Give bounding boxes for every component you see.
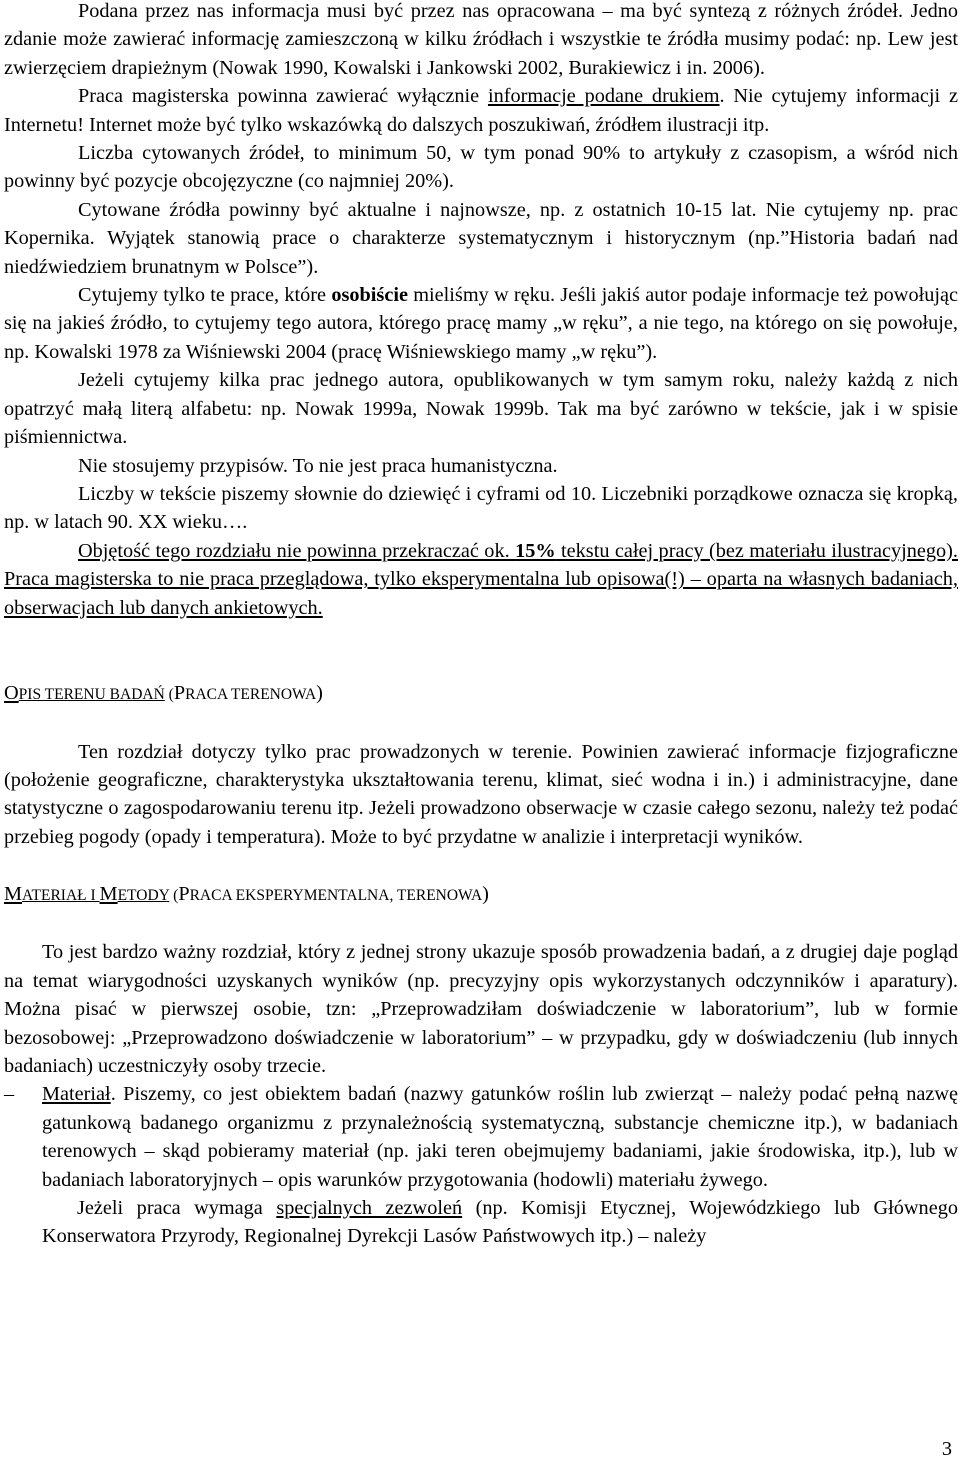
text-segment: (np. Komisji Etycznej, Wojewódzkiego lub Głównego Konserwatora Przyrody, Regionalnej Dyrekcji Lasów Państwowych itp.) – należy — [42, 1197, 958, 1248]
paragraph — [4, 196, 958, 281]
paragraph — [4, 452, 958, 480]
list-item-continuation — [4, 1194, 958, 1251]
document-page — [4, 0, 958, 1251]
text-segment: Cytujemy tylko te prace, które — [78, 284, 332, 307]
material-i-metody-section — [4, 938, 958, 1080]
text-segment: Objętość tego rozdziału nie powinna przekraczać ok. — [78, 539, 516, 562]
heading-part: P — [173, 681, 186, 704]
text-segment: 15% — [515, 539, 556, 562]
heading-part: RACA TERENOWA — [185, 685, 317, 703]
heading-part: M — [4, 882, 23, 905]
text-segment: Materiał — [42, 1083, 111, 1106]
text-segment: Cytowane źródła powinny być aktualne i najnowsze, np. z ostatnich 10-15 lat. Nie cytujemy np. prac Kopernika. Wyjątek stanowią prace o charakterze systematycznym i historycznym (np.”Historia badań nad niedźwiedziem brunatnym w Polsce”). — [4, 198, 958, 278]
text-segment: Podana przez nas informacja musi być przez nas opracowana – ma być syntezą z różnych źródeł. Jedno zdanie może zawierać informację zamieszczoną w kilku źródłach i wszystkie te źródła musimy podać: np. Lew jest zwierzęciem drapieżnym (Nowak 1990, Kowalski i Jankowski 2002, Burakiewicz i in. 2006). — [4, 0, 958, 79]
paragraph — [4, 480, 958, 537]
heading-part: ( — [169, 886, 179, 904]
paragraph — [4, 281, 958, 366]
paragraph — [4, 938, 958, 1080]
text-segment: To jest bardzo ważny rozdział, który z jednej strony ukazuje sposób prowadzenia badań, a z drugiej daje pogląd na temat wiarygodności uzyskanych wyników (np. precyzyjny opis wykorzystanych odczynników i aparatury). Można pisać w pierwszej osobie, tzn: „Przeprowadziłam doświadczenie w laboratorium”, lub w formie bezosobowej: „Przeprowadzono doświadczenie w laboratorium” – w przypadku, gdy w doświadczeniu (lub innych badaniach) uczestniczyły osoby trzecie. — [4, 941, 958, 1077]
page-number: 3 — [941, 1437, 952, 1460]
heading-part: ) — [482, 882, 489, 905]
heading-part: O — [4, 681, 19, 704]
paragraph — [4, 738, 958, 852]
text-segment: Liczba cytowanych źródeł, to minimum 50, w tym ponad 90% to artykuły z czasopism, a wśród nich powinny być pozycje obcojęzyczne (co najmniej 20%). — [4, 142, 958, 193]
paragraph — [4, 139, 958, 196]
text-segment: Liczby w tekście piszemy słownie do dziewięć i cyframi od 10. Liczebniki porządkowe oznacza się kropką, np. w latach 90. XX wieku…. — [4, 482, 958, 534]
heading-part: RACA EKSPERYMENTALNA, TERENOWA — [189, 886, 483, 904]
text-segment: tekstu całej pracy (bez materiału ilustracyjnego). Praca magisterska to nie praca przeglądowa, tylko eksperymentalna lub opisowa(!) – oparta na własnych badaniach, obserwacjach lub danych ankietowych. — [4, 539, 958, 619]
section-heading-material-i-metody — [4, 880, 958, 910]
text-segment: Jeżeli cytujemy kilka prac jednego autora, opublikowanych w tym samym roku, należy każdą z nich opatrzyć małą literą alfabetu: np. Nowak 1999a, Nowak 1999b. Tak ma być zarówno w tekście, jak i w spisie piśmiennictwa. — [4, 369, 958, 449]
heading-part: P — [178, 882, 190, 905]
text-segment: Jeżeli praca wymaga — [77, 1197, 277, 1219]
heading-part: ( — [164, 685, 174, 703]
heading-part: ) — [316, 681, 323, 704]
text-segment: specjalnych zezwoleń — [276, 1197, 463, 1219]
text-segment: osobiście — [331, 284, 408, 307]
text-segment: mieliśmy w ręku. Jeśli jakiś autor podaje informacje też powołując się na jakieś źródło, to cytujemy tego autora, którego pracę mamy „w ręku”, a nie tego, na którego on się powołuje, np. Kowalski 1978 za Wiśniewski 2004 (pracę Wiśniewskiego mamy „w ręku”). — [4, 284, 958, 363]
paragraph — [4, 366, 958, 451]
list-dash: – — [4, 1083, 15, 1106]
text-segment: Ten rozdział dotyczy tylko prac prowadzonych w terenie. Powinien zawierać informacje fizjograficzne (położenie geograficzne, charakterystyka ukształtowania terenu, klimat, sieć wodna i in.) i administracyjne, dane statystyczne o zagospodarowaniu terenu itp. Jeżeli prowadzono obserwacje w czasie całego sezonu, należy też podać przebieg pogody (opady i temperatura). Może to być przydatne w analizie i interpretacji wyników. — [4, 740, 958, 848]
paragraph — [4, 537, 958, 622]
text-segment: informacje podane drukiem — [487, 85, 720, 108]
text-segment: . Piszemy, co jest obiektem badań (nazwy gatunków roślin lub zwierząt – należy podać pełną nazwę gatunkową badanego organizmu z przynależnością systematyczną, substancje chemiczne itp.), w badaniach terenowych – skąd pobieramy materiał (np. jaki teren obejmujemy badaniami, jakie środowiska, itp.), lub w badaniach laboratoryjnych – opis warunków przygotowania (hodowli) materiału żywego. — [42, 1083, 958, 1191]
heading-part: M — [99, 882, 118, 905]
list-item-material — [4, 1080, 958, 1194]
text-segment: . Nie cytujemy informacji z Internetu! Internet może być tylko wskazówką do dalszych poszukiwań, źródłem ilustracji itp. — [4, 85, 958, 136]
heading-part: PIS TERENU BADAŃ — [18, 685, 165, 703]
paragraph — [4, 82, 958, 139]
text-segment: Nie stosujemy przypisów. To nie jest praca humanistyczna. — [78, 454, 558, 477]
heading-part: ATERIAŁ I — [22, 886, 100, 904]
intro-section — [4, 0, 958, 622]
text-segment: Praca magisterska powinna zawierać wyłącznie — [78, 85, 488, 108]
opis-terenu-section — [4, 738, 958, 852]
paragraph — [4, 0, 958, 82]
section-heading-opis-terenu — [4, 679, 958, 709]
heading-part: ETODY — [117, 886, 170, 904]
